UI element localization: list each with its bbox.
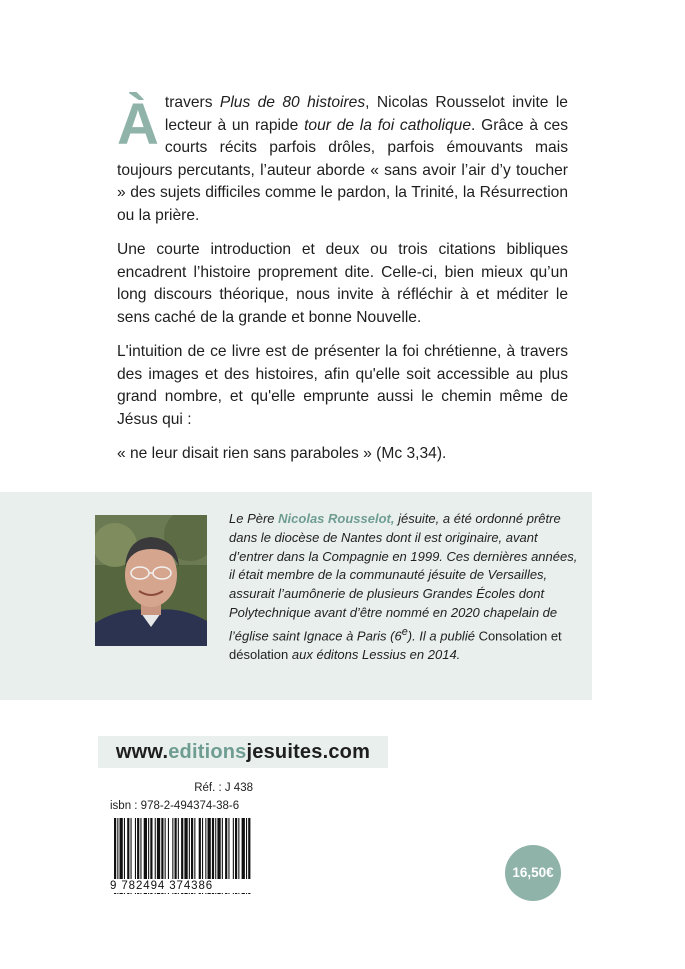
blurb-paragraph-2: Une courte introduction et deux ou trois citations bibliques encadrent l’histoire proprement dite. Celle-ci, bien mieux qu’un long discours théorique, nous invite à réfléchir à et méditer le sens caché de la grande et bonne Nouvelle. [117, 241, 568, 326]
superscript: e [401, 625, 408, 638]
website-prefix: www. [115, 741, 169, 763]
back-cover-blurb [117, 92, 568, 478]
reference-number: Réf. : J 438 [194, 782, 253, 794]
isbn-number: isbn : 978-2-494374-38-6 [110, 800, 240, 812]
publisher-website [98, 736, 388, 768]
bio-text: aux éditons Lessius en 2014. [288, 646, 461, 662]
blurb-text: travers [164, 94, 220, 111]
blurb-text: . Grâce à ces courts récits parfois drôles, parfois émouvants mais toujours percutants, l’auteur aborde « sans avoir l’air d’y toucher » des sujets difficiles comme le pardon, la Trinité, la Résurrection ou la prière. [117, 116, 569, 224]
blurb-paragraph-1 [117, 92, 568, 227]
blurb-text: , Nicolas Rousselot invite le lecteur à un rapide [164, 94, 568, 134]
website-suffix: jesuites.com [246, 741, 371, 763]
blurb-paragraph-3: L'intuition de ce livre est de présenter la foi chrétienne, à travers des images et des histoires, afin qu'elle soit accessible au plus grand nombre, et qu'elle emprunte aussi le chemin même de Jésus qui : [117, 343, 568, 428]
price-badge: 16,50€ [505, 845, 561, 901]
author-name: Nicolas Rousselot, [278, 511, 395, 526]
bio-text: Le Père [229, 511, 279, 526]
bible-quote: « ne leur disait rien sans paraboles » (Mc 3,34). [117, 445, 447, 462]
bio-text: jésuite, a été ordonné prêtre dans le diocèse de Nantes dont il est originaire, avant d’entrer dans la Compagnie en 1999. Ces dernières années, il était membre de la communauté jésuite de Versailles, assurait l’aumônerie de plusieurs Grandes Écoles dont Polytechnique avant d’être nommé en 2020 chapelain de l’église saint Ignace à Paris (6 [229, 511, 578, 644]
other-book-title: Consolation et désolation [229, 628, 562, 662]
barcode-digits: 9 782494 374386 [110, 879, 256, 893]
author-bio [229, 510, 579, 665]
bio-text: ). Il a publié [407, 628, 479, 644]
author-portrait-image [95, 515, 207, 646]
book-title: Plus de 80 histoires [219, 94, 366, 111]
emphasis-text: tour de la foi catholique [304, 116, 472, 134]
drop-cap: À [117, 92, 159, 157]
author-photo [95, 515, 207, 646]
website-accent: editions [168, 741, 247, 763]
